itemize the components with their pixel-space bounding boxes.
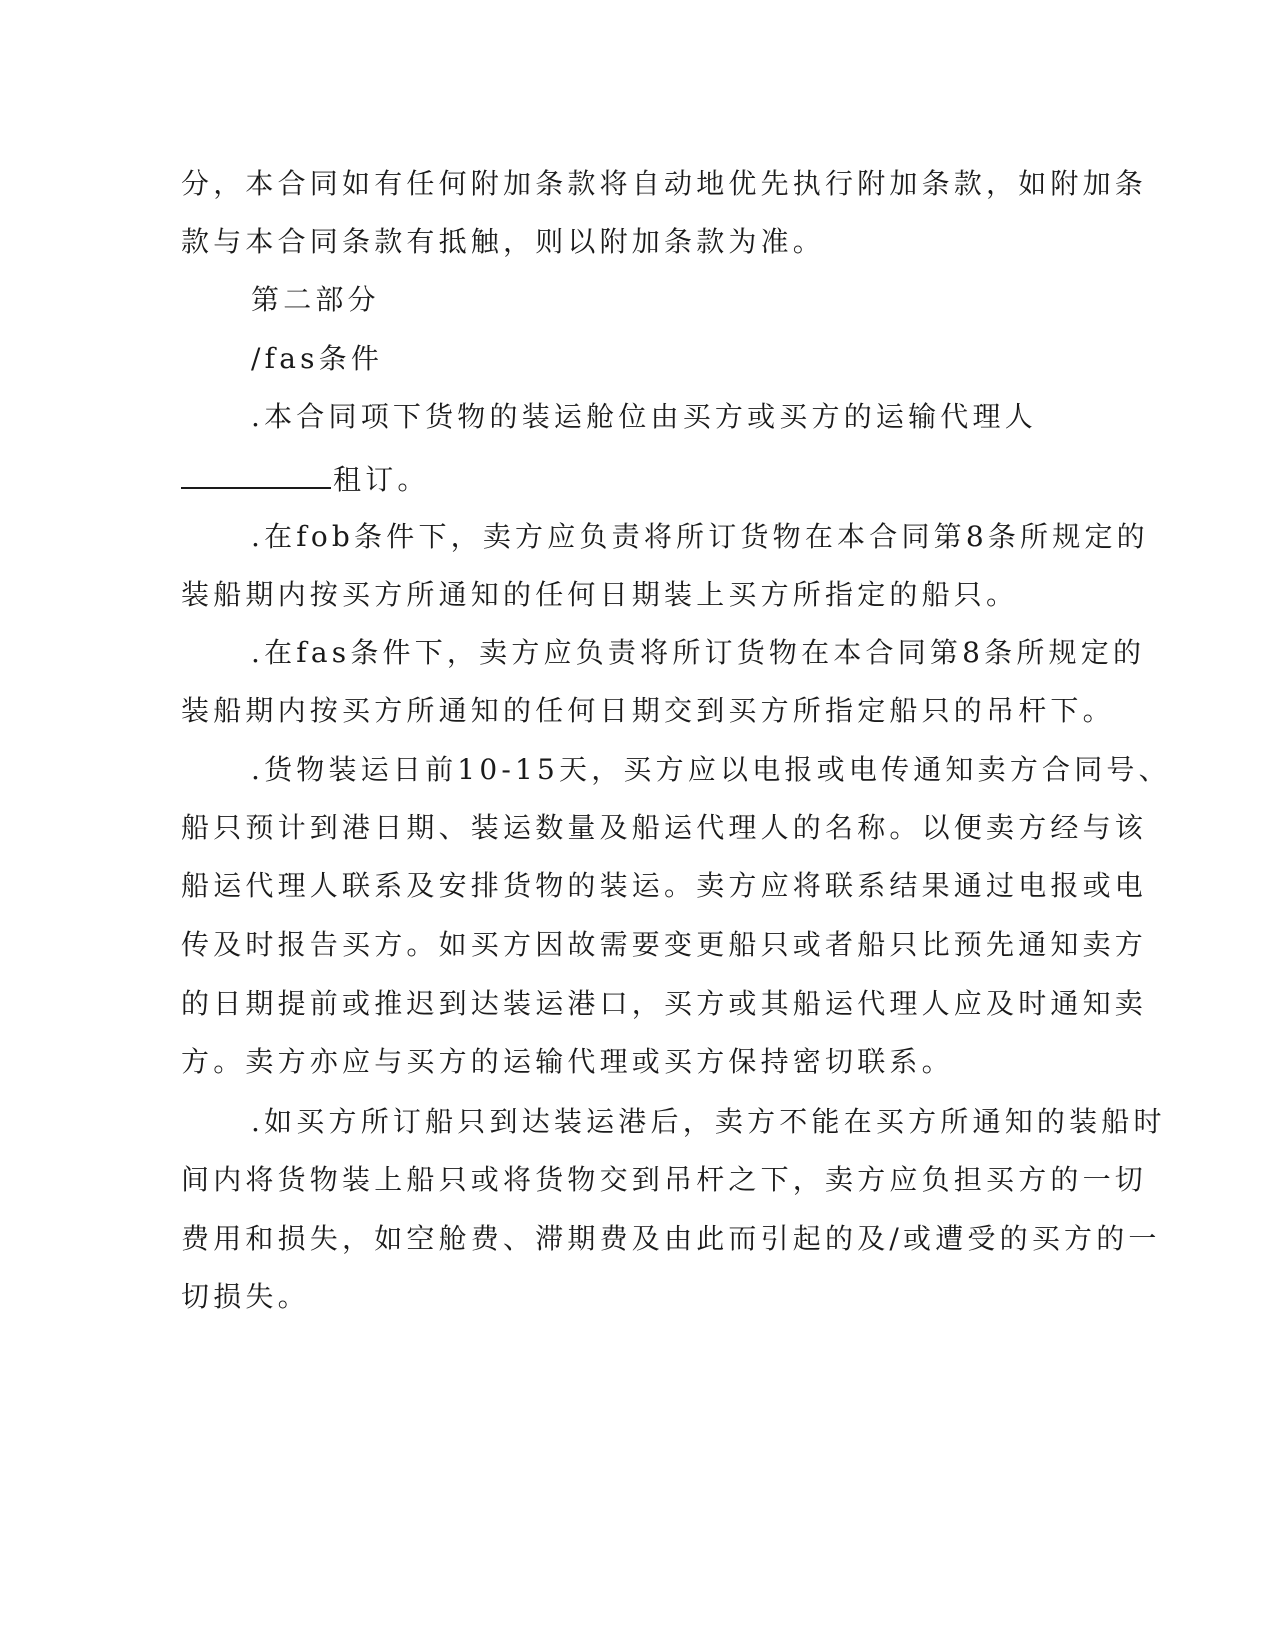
text-line: 传及时报告买方。如买方因故需要变更船只或者船只比预先通知卖方 [181,928,1148,961]
text-line: .货物装运日前10-15天，买方应以电报或电传通知卖方合同号、 [251,753,1171,786]
text-line: 装船期内按买方所通知的任何日期装上买方所指定的船只。 [181,578,1019,611]
text-line: 船运代理人联系及安排货物的装运。卖方应将联系结果通过电报或电 [181,869,1148,902]
text-line: 间内将货物装上船只或将货物交到吊杆之下，卖方应负担买方的一切 [181,1163,1148,1196]
text-line: 的日期提前或推迟到达装运港口，买方或其船运代理人应及时通知卖 [181,987,1148,1020]
text-line: .在fas条件下，卖方应负责将所订货物在本合同第8条所规定的 [251,636,1146,669]
text-line: .如买方所订船只到达装运港后，卖方不能在买方所通知的装船时 [251,1105,1166,1138]
text-line: 船只预计到港日期、装运数量及船运代理人的名称。以便卖方经与该 [181,811,1148,844]
text-line: 分，本合同如有任何附加条款将自动地优先执行附加条款，如附加条 [181,167,1148,200]
text-line: 款与本合同条款有抵触，则以附加条款为准。 [181,225,826,258]
text-fragment: 租订。 [333,463,430,496]
text-line: 切损失。 [181,1280,310,1313]
text-line: .在fob条件下，卖方应负责将所订货物在本合同第8条所规定的 [251,520,1149,553]
text-line-with-blank [181,457,430,498]
section-heading: 第二部分 [251,283,380,316]
text-line: 装船期内按买方所通知的任何日期交到买方所指定船只的吊杆下。 [181,694,1115,727]
section-subheading: /fas条件 [251,342,384,375]
text-line: 方。卖方亦应与买方的运输代理或买方保持密切联系。 [181,1045,954,1078]
fill-in-blank [181,457,331,489]
text-line: 费用和损失，如空舱费、滞期费及由此而引起的及/或遭受的买方的一 [181,1222,1161,1255]
text-line: .本合同项下货物的装运舱位由买方或买方的运输代理人 [251,400,1037,433]
